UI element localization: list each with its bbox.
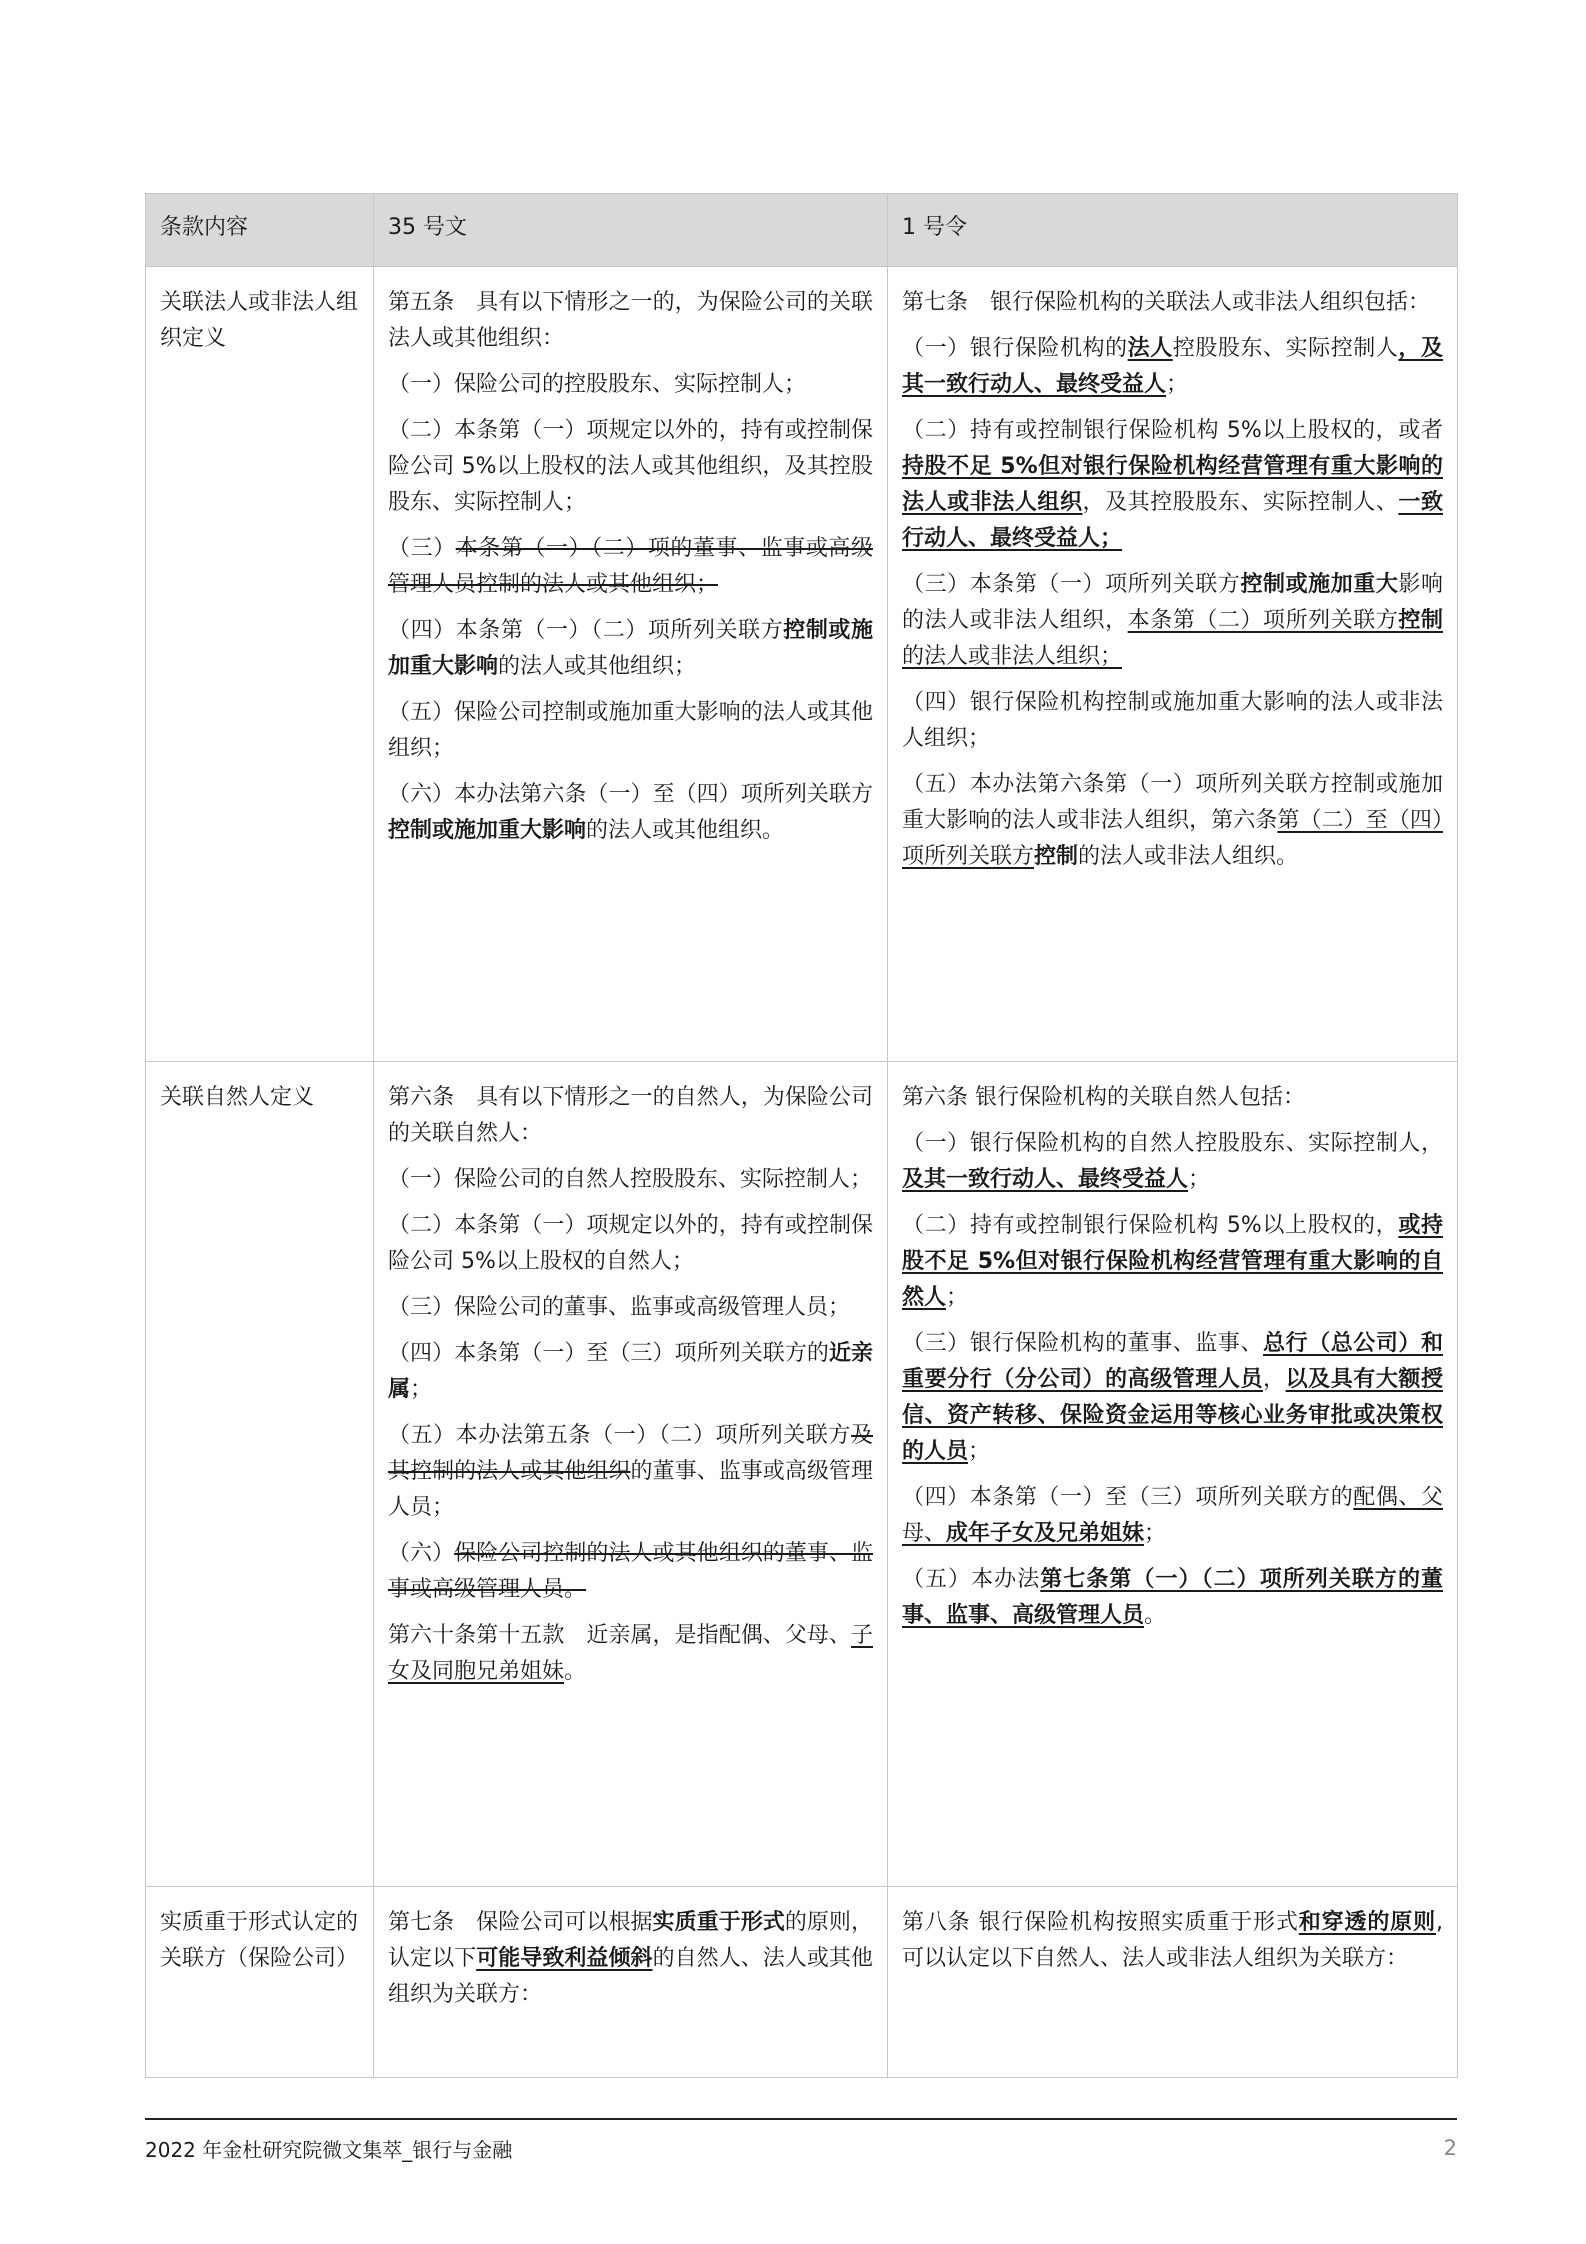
clause-paragraph [388,367,873,403]
text-run: 及其控制的法人或其他组织 [388,1423,873,1484]
text-run: （三） [388,536,456,561]
comparison-table [145,193,1458,2078]
text-run: 控制或施加重大影响 [388,618,873,679]
text-run: （三）本条第（一）项所列关联方 [902,572,1241,597]
text-run: 的自然人、法人或其他组织为关联方： [388,1946,873,2007]
text-run: （六） [388,1541,455,1566]
text-run: 成年子女及兄弟姐妹 [946,1521,1145,1546]
clause-paragraph [388,613,873,685]
text-run: 控制或施加重大 [1240,572,1399,597]
text-run: ； [1188,1167,1211,1192]
text-run: （三）银行保险机构的董事、监事、 [902,1331,1264,1356]
new-rule-cell [888,1062,1458,1887]
clause-paragraph [388,1536,873,1608]
old-rule-cell [374,1887,888,2078]
text-run: 的法人或其他组织。 [586,818,785,843]
text-run: 近亲属 [388,1341,873,1402]
text-run: 法人 [1127,336,1173,361]
text-run: 本条第（一）（二）项的董事、监事或高级管理人员控制的法人或其他组织； [388,536,873,597]
header-doc-35: 35 号文 [374,194,888,267]
text-run: 影响的法人或非法人组织， [902,572,1443,633]
text-run: 控股股东、实际控制人 [1172,336,1399,361]
text-run: 第六条 银行保险机构的关联自然人包括： [902,1085,1305,1110]
text-run: 的法人或非法人组织； [902,644,1123,669]
clause-paragraph [902,567,1443,675]
clause-paragraph [388,413,873,521]
row-topic: 关联法人或非法人组织定义 [146,267,374,1062]
table-row [146,1062,1458,1887]
text-run: （五）保险公司控制或施加重大影响的法人或其他组织； [388,700,873,761]
text-run: （四）本条第（一）至（三）项所列关联方的 [388,1341,829,1366]
text-run: 控制 [1034,844,1079,869]
old-rule-cell [374,1062,888,1887]
clause-paragraph [388,1080,873,1152]
text-run: 子女及同胞兄弟姐妹 [388,1623,873,1684]
text-run: （一）银行保险机构的自然人控股股东、实际控制人， [902,1131,1443,1156]
text-run: （三）保险公司的董事、监事或高级管理人员； [388,1295,851,1320]
clause-paragraph [388,1905,873,2013]
text-run: 第七条第（一）（二）项所列关联方的董事、监事、高级管理人员 [902,1567,1443,1628]
clause-paragraph [902,1126,1443,1198]
table-row [146,267,1458,1062]
text-run: 的法人或非法人组织。 [1078,844,1299,869]
footer-divider [145,2118,1457,2120]
page-number: 2 [1443,2136,1457,2160]
text-run: （六）本办法第六条（一）至（四）项所列关联方 [388,782,873,807]
text-run: （五）本办法第六条第（一）项所列关联方控制或施加重大影响的法人或非法人组织，第六条 [902,772,1443,833]
text-run: ； [410,1377,433,1402]
old-rule-cell [374,267,888,1062]
clause-paragraph [902,1905,1443,1977]
clause-paragraph [902,1208,1443,1316]
text-run: （四）本条第（一）（二）项所列关联方 [388,618,784,643]
text-run: 控制 [1398,608,1443,633]
text-run: （二）本条第（一）项规定以外的，持有或控制保险公司 5%以上股权的法人或其他组织，及其控股股东、实际控制人； [388,418,873,515]
text-run: 控制或施加重大影响 [388,818,587,843]
text-run: （五）本办法 [902,1567,1041,1592]
clause-paragraph [902,1480,1443,1552]
clause-paragraph [388,1336,873,1408]
clause-paragraph [902,1326,1443,1470]
clause-paragraph [388,531,873,603]
table-header-row [146,194,1458,267]
text-run: 第六条 具有以下情形之一的自然人，为保险公司的关联自然人： [388,1085,873,1146]
clause-paragraph [388,1618,873,1690]
text-run: ； [1144,1521,1167,1546]
text-run: ，及其控股股东、实际控制人、 [1082,490,1399,515]
clause-paragraph [388,285,873,357]
text-run: 第七条 银行保险机构的关联法人或非法人组织包括： [902,290,1431,315]
text-run: ； [968,1439,991,1464]
text-run: （一）保险公司的自然人控股股东、实际控制人； [388,1167,873,1192]
clause-paragraph [902,413,1443,557]
row-topic: 关联自然人定义 [146,1062,374,1887]
text-run: 的法人或其他组织； [498,654,697,679]
text-run: 可能导致利益倾斜 [476,1946,653,1971]
text-run: 及其一致行动人、最终受益人 [902,1167,1189,1192]
text-run: 。 [1144,1603,1167,1628]
text-run: 的原则，认定以下 [388,1910,873,1971]
text-run: 第（二）至（四）项所列关联方 [902,808,1443,869]
text-run: 。 [564,1659,587,1684]
header-clause-content: 条款内容 [146,194,374,267]
text-run: 的董事、监事或高级管理人员； [388,1459,873,1520]
text-run: 以及具有大额授信、资产转移、保险资金运用等核心业务审批或决策权的人员 [902,1367,1443,1464]
table-row [146,1887,1458,2078]
header-order-1: 1 号令 [888,194,1458,267]
text-run: 保险公司控制的法人或其他组织的董事、监事或高级管理人员。 [388,1541,873,1602]
text-run: 第八条 银行保险机构按照实质重于形式 [902,1910,1299,1935]
clause-paragraph [902,285,1443,321]
text-run: 持股不足 5%但对银行保险机构经营管理有重大影响的法人或非法人组织 [902,454,1443,515]
text-run: 一致行动人、最终受益人； [902,490,1443,551]
clause-paragraph [902,1080,1443,1116]
text-run: ，及其一致行动人、最终受益人 [902,336,1443,397]
text-run: 本条第（二）项所列关联方 [1127,608,1399,633]
text-run: （二）持有或控制银行保险机构 5%以上股权的， [902,1213,1399,1238]
text-run: （二）本条第（一）项规定以外的，持有或控制保险公司 5%以上股权的自然人； [388,1213,873,1274]
clause-paragraph [388,1208,873,1280]
text-run: 实质重于形式 [652,1910,785,1935]
text-run: 配偶、父母、 [902,1485,1443,1546]
clause-paragraph [388,695,873,767]
text-run: （一）银行保险机构的 [902,336,1128,361]
clause-paragraph [388,777,873,849]
text-run: （一）保险公司的控股股东、实际控制人； [388,372,807,397]
text-run: 总行（总公司）和重要分行（分公司）的高级管理人员 [902,1331,1443,1392]
clause-paragraph [902,767,1443,875]
text-run: 第五条 具有以下情形之一的，为保险公司的关联法人或其他组织： [388,290,873,351]
text-run: （五）本办法第五条（一）（二）项所列关联方 [388,1423,851,1448]
footer-title: 2022 年金杜研究院微文集萃_银行与金融 [145,2138,513,2162]
clause-paragraph [902,685,1443,757]
clause-paragraph [388,1162,873,1198]
row-topic: 实质重于形式认定的关联方（保险公司） [146,1887,374,2078]
clause-paragraph [902,1562,1443,1634]
text-run: ； [1166,372,1189,397]
new-rule-cell [888,267,1458,1062]
new-rule-cell [888,1887,1458,2078]
text-run: ， [1263,1367,1286,1392]
text-run: 和穿透的原则 [1298,1910,1436,1935]
clause-paragraph [902,331,1443,403]
text-run: （四）本条第（一）至（三）项所列关联方的 [902,1485,1354,1510]
clause-paragraph [388,1290,873,1326]
text-run: ,可以认定以下自然人、法人或非法人组织为关联方： [902,1910,1443,1971]
text-run: （二）持有或控制银行保险机构 5%以上股权的，或者 [902,418,1443,443]
text-run: 第六十条第十五款 近亲属，是指配偶、父母、 [388,1623,851,1648]
text-run: 第七条 保险公司可以根据 [388,1910,653,1935]
text-run: 或持股不足 5%但对银行保险机构经营管理有重大影响的自然人 [902,1213,1443,1310]
text-run: （四）银行保险机构控制或施加重大影响的法人或非法人组织； [902,690,1443,751]
text-run: ； [946,1285,969,1310]
clause-paragraph [388,1418,873,1526]
